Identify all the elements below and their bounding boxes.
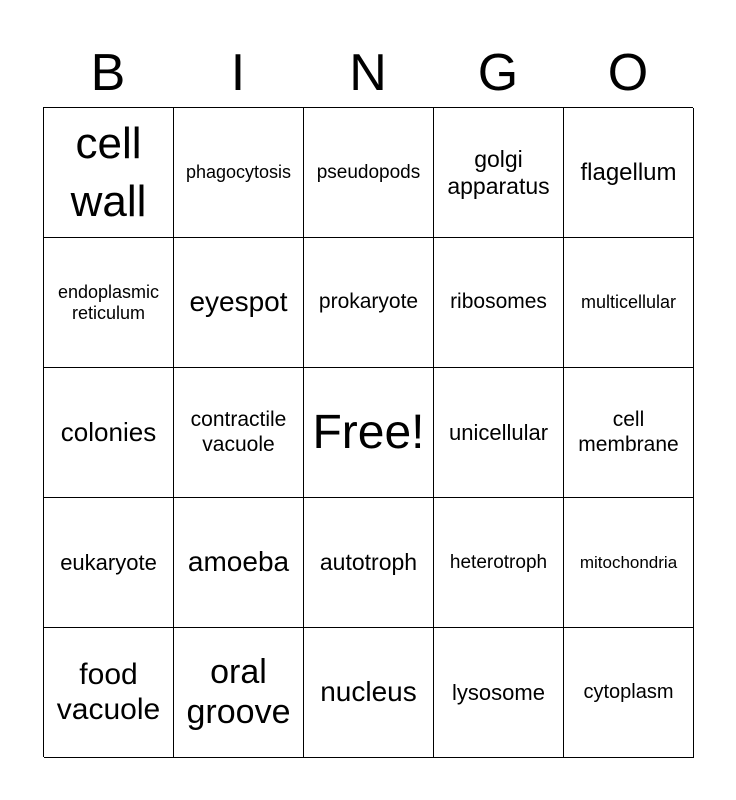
bingo-cell[interactable]: unicellular (434, 368, 564, 498)
bingo-cell[interactable]: heterotroph (434, 498, 564, 628)
bingo-cell[interactable]: multicellular (564, 238, 694, 368)
bingo-cell[interactable]: pseudopods (304, 108, 434, 238)
free-space-cell[interactable]: Free! (304, 368, 434, 498)
bingo-cell[interactable]: eyespot (174, 238, 304, 368)
bingo-cell[interactable]: ribosomes (434, 238, 564, 368)
bingo-cell[interactable]: cell membrane (564, 368, 694, 498)
header-letter-b: B (90, 44, 126, 102)
bingo-grid (43, 107, 693, 757)
bingo-cell[interactable]: colonies (44, 368, 174, 498)
bingo-cell[interactable]: cell wall (44, 108, 174, 238)
header-letter-n: N (349, 44, 387, 102)
bingo-cell[interactable]: oral groove (174, 628, 304, 758)
bingo-cell[interactable]: golgi apparatus (434, 108, 564, 238)
bingo-cell[interactable]: contractile vacuole (174, 368, 304, 498)
bingo-cell[interactable]: cytoplasm (564, 628, 694, 758)
bingo-cell[interactable]: eukaryote (44, 498, 174, 628)
bingo-cell[interactable]: lysosome (434, 628, 564, 758)
bingo-cell[interactable]: prokaryote (304, 238, 434, 368)
bingo-cell[interactable]: nucleus (304, 628, 434, 758)
bingo-header (43, 42, 693, 104)
bingo-cell[interactable]: flagellum (564, 108, 694, 238)
bingo-cell[interactable]: endoplasmic reticulum (44, 238, 174, 368)
bingo-cell[interactable]: amoeba (174, 498, 304, 628)
header-letter-i: I (230, 44, 246, 102)
bingo-cell[interactable]: mitochondria (564, 498, 694, 628)
bingo-cell[interactable]: food vacuole (44, 628, 174, 758)
header-letter-o: O (607, 44, 649, 102)
header-letter-g: G (477, 44, 519, 102)
bingo-cell[interactable]: phagocytosis (174, 108, 304, 238)
bingo-cell[interactable]: autotroph (304, 498, 434, 628)
